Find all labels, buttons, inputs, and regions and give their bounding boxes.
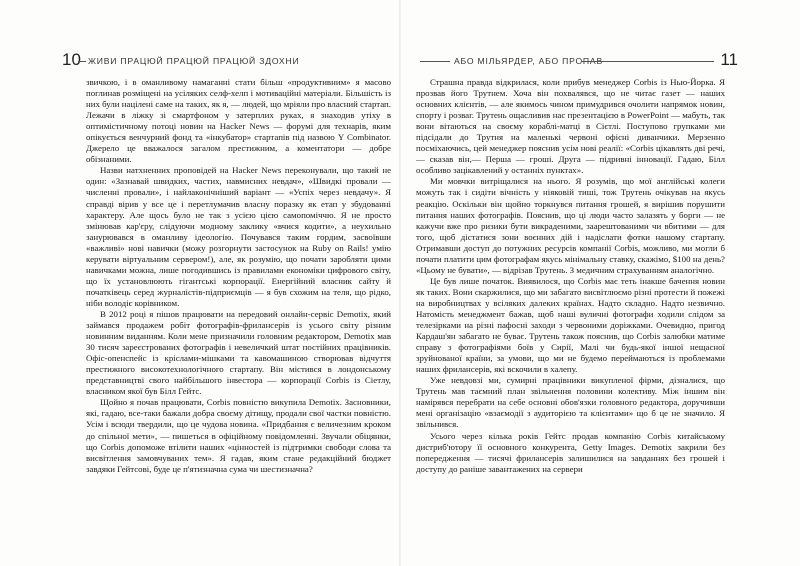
header-rule (420, 61, 450, 62)
paragraph: Усього через кілька років Гейтс продав компанію Corbis китайському дистриб'ютору її основного конкурента, Getty Images. Demotix закрили без попередження — тисячі фрилансерів залишилися на завданнях без грошей і доступу до раніше завантажених на сервери (416, 430, 725, 474)
left-page-header (62, 50, 380, 69)
paragraph: звичкою, і в оманливому намаганні стати більш «продуктивним» я масово поглинав розміщені на усіляких селф-хелп і мотиваційні матеріали. Більшість із них були націлені саме на таких, як я, — людей, що мріяли про власний стартап. Лежачи в ліжку зі смартфоном у затерплих руках, я знаходив утіху в оптимістичному потоці новин на Hacker News — форумі для технарів, яким опікується венчурний фонд та «інкубатор» стартапів під назвою Y Combinator. Джерело це вважалося загалом престижним, а коментатори — добре обізнаними. (86, 77, 391, 165)
right-running-head: АБО МІЛЬЯРДЕР, АБО ПРОПАВ (454, 56, 603, 66)
left-running-head: ЖИВИ ПРАЦЮЙ ПРАЦЮЙ ПРАЦЮЙ ЗДОХНИ (88, 56, 300, 66)
paragraph: Страшна правда відкрилася, коли прибув менеджер Corbis із Нью-Йорка. Я прозвав його Трутнем. Хоча він похвалявся, що не читає газет — наших основних клієнтів, — але якимось чином примудрився очолити напрямок новин, спорту і розваг. Трутень ощасливив нас презентацією в PowerPoint — мабуть, так вони вітаються на своєму кораблі-матці в Сієтлі. Поступово групками ми підсідали до Трутня на маленькі червоні офісні диванчики. Мерзенно посміхаючись, цей менеджер пояснив усім нові реалії: «Corbis цікавлять дві речі,— сказав він,— Перша — гроші. Друга — підривні інновації. Гадаю, Білл особливо зацікавлений у останніх пунктах». (416, 77, 725, 176)
book-gutter (399, 0, 401, 566)
right-page-number: 11 (720, 50, 738, 69)
paragraph: Це був лише початок. Виявилося, що Corbis має теть інакше бачення новин як таких. Вони скаржилися, що ми забагато висвітлюємо різні протести й пожежі на виробництвах у всіляких далеких країнах. Надто складно. Надто незвично. Натомість менеджмент бажав, щоб наші вуличні фотографи ходили слідом за телезірками на різні пафосні заходи з червоними доріжками. Очевидно, пригод Кардаш'ян забагато не буває. Трутень також пояснив, що Corbis залюбки матиме справу з фотографіями боїв у Сирії, Малі чи будь-якої іншої нещасної зруйнованої країни, за умови, що ми не будемо переймаються із проблемами наших фрилансерів, які вскочили в халепу. (416, 275, 725, 375)
right-page-header (420, 50, 738, 69)
paragraph: Назви натхненних проповідей на Hacker News переконували, що такий не один: «Зазнавай швидких, частих, навмисних невдач», «Швидкі провали — численні провали», і найлаконічніший варіант — «Успіх через невдачу». Я справді вірив у все це і перетлумачив власну поразку як етап у збудованні характеру. Але щось було не так з усією цією самопоміччю. Я не просто змінював кар'єру, слідуючи модному заклику «вчися кодити», а неухильно занурювався в оманливу ідеологію. Почувався таким гордим, засвоївши «важливі» нові навички (можу розгорнути застосунок на Ruby on Rails! умію керувати віртуальним сервером!), але, як розумію, що почати заробляти цими навичками можна, лише погодившись із правилами економіки цифрового світу, що їх установлюють гігантські корпорації. Енергійний власник сайту й початківець серед журналістів-підприємців — я був схожим на теля, що рідко, ніби володіє корівником. (86, 165, 391, 308)
left-page-number: 10 (62, 50, 81, 69)
header-rule (78, 61, 86, 62)
left-page-body (86, 77, 391, 475)
paragraph: Ми мовчки витріщалися на нього. Я розумів, що мої англійські колеги можуть так і сидіти вічність у ніяковій тиші, тож Трутень очікував на якусь реакцію. Оскільки він щойно торкнувся питання грошей, я вирішив порушити питання наших фотографів. Пояснив, що ці люди часто залазять у борги — не кажучи вже про ризики бути викраденими, заарештованими чи вбитими — для того, щоб дістатися зони воєнних дій і надіслати фотки нашому стартапу. Отримавши доступ до потужних ресурсів компанії Corbis, можливо, ми могли б почати платити цим фотографам якусь мінімальну ставку, скажімо, $100 на день? «Цьому не бувати», — відрізав Трутень. З медичним страхуванням аналогічно. (416, 176, 725, 275)
paragraph: В 2012 році я пішов працювати на передовий онлайн-сервіс Demotix, який займався продажем робіт фотографів-фрилансерів із усього світу різним новинним виданням. Коли мене призначили головним редактором, Demotix мав 30 тисяч зареєстрованих фотографів і невеличкий штат постійних працівників. Офіс-опенспейс із кріслами-мішками та кавомашиною створював відчуття престижного високотехнологічного стартапу. Він містився в лондонському представництві свого найбільшого інвестора — корпорації Corbis із Сіетлу, власником якої був Білл Гейтс. (86, 308, 391, 397)
paragraph: Уже невдовзі ми, сумирні працівники викупленої фірми, дізналися, що Трутень мав таємний план звільнення половини колективу. Між іншим він намірявся перебрати на себе основні обов'язки головного редактора, доручивши мені організацію «взаємодії з аудиторією та клієнтами» що б це не значило. Я звільнився. (416, 375, 725, 430)
header-rule (582, 61, 714, 62)
right-page-body (416, 77, 725, 475)
paragraph: Щойно я почав працювати, Corbis повністю викупила Demotix. Засновники, які, гадаю, все-таки бажали добра своєму дітищу, продали свої частки повністю. Усім і всюди твердили, що це чудова новина. «Придбання є величезним кроком до спільної мети», — пишеться в офіційному повідомленні. Звучали обіцянки, що Corbis допоможе втілити наших «цінностей із підтримки свободи слова та висвітлення замовчуваних тем». Я гадав, яким стане редакційний бюджет завдяки Гейтсові, буде це п'ятизначна сума чи шестизначна? (86, 397, 391, 474)
